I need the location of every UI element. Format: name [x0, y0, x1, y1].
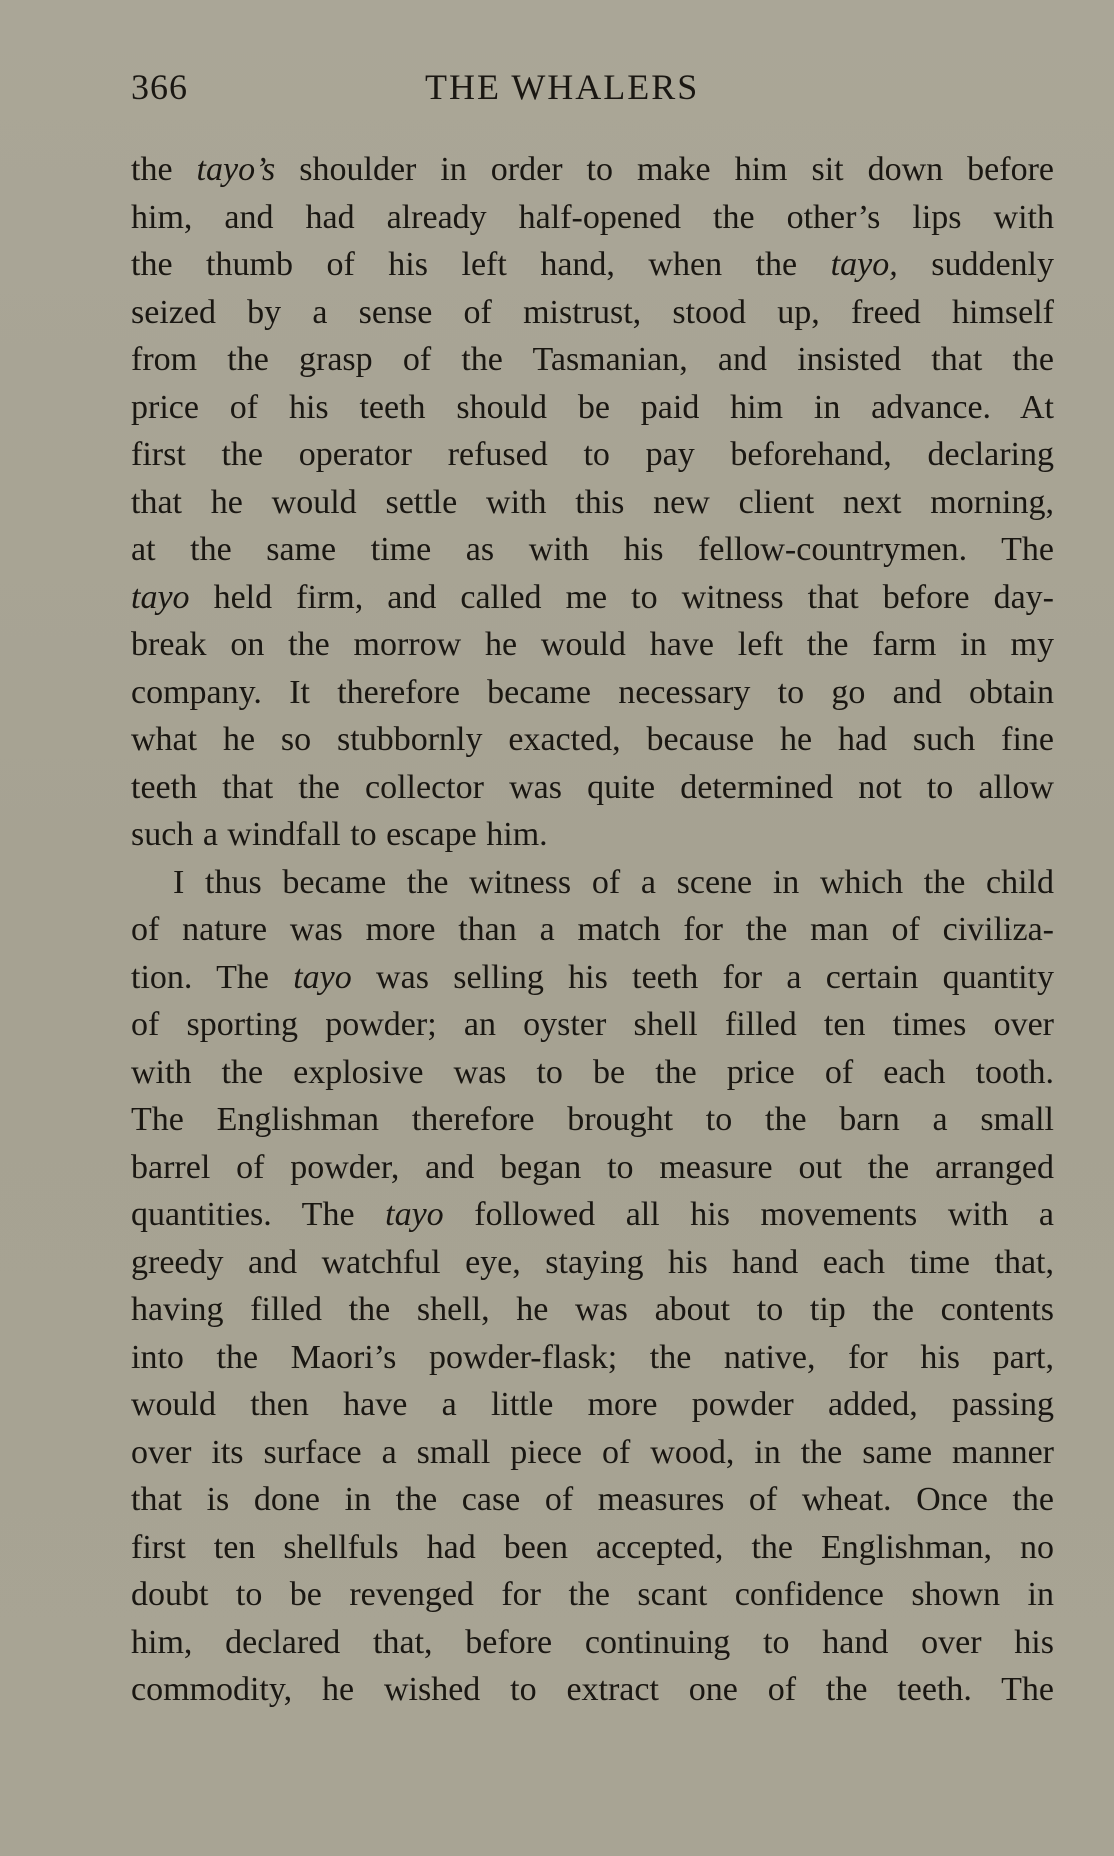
- italic-term: tayo’s: [196, 151, 276, 188]
- text-line: tion. The tayo was selling his teeth for a certain quantity: [131, 958, 1054, 996]
- text-line: over its surface a small piece of wood, in the same manner: [131, 1433, 1054, 1471]
- running-title: THE WHALERS: [425, 67, 700, 107]
- text-line: him, and had already half-opened the other’s lips with: [131, 198, 1054, 236]
- text-line: company. It therefore became necessary to go and obtain: [131, 673, 1054, 711]
- italic-term: tayo: [131, 578, 190, 616]
- text-line: what he so stubbornly exacted, because he had such fine: [131, 721, 1054, 758]
- body-text: [131, 146, 1054, 1714]
- text-line: break on the morrow he would have left the farm in my: [131, 626, 1054, 663]
- text-line: commodity, he wished to extract one of the teeth. The: [131, 1671, 1054, 1708]
- text-line: first the operator refused to pay beforehand, declaring: [131, 436, 1054, 473]
- running-head: [131, 60, 1046, 120]
- text-line: of sporting powder; an oyster shell filled ten times over: [131, 1006, 1054, 1043]
- text-line: would then have a little more powder added, passing: [131, 1386, 1054, 1423]
- text-line: tayo held firm, and called me to witness that before day-: [131, 578, 1054, 616]
- text-line: teeth that the collector was quite determined not to allow: [131, 768, 1054, 806]
- text-line: of nature was more than a match for the man of civiliza-: [131, 911, 1054, 948]
- text-line: seized by a sense of mistrust, stood up, freed himself: [131, 293, 1054, 331]
- page-number: 366: [131, 67, 188, 107]
- text-line: I thus became the witness of a scene in which the child: [173, 863, 1054, 901]
- text-line: greedy and watchful eye, staying his hand each time that,: [131, 1243, 1054, 1281]
- text-line: first ten shellfuls had been accepted, the Englishman, no: [131, 1528, 1054, 1566]
- text-line: barrel of powder, and began to measure out the arranged: [131, 1148, 1054, 1186]
- text-line: price of his teeth should be paid him in advance. At: [131, 388, 1054, 426]
- text-line: the thumb of his left hand, when the tayo, suddenly: [131, 246, 1054, 283]
- text-line: that is done in the case of measures of wheat. Once the: [131, 1481, 1054, 1518]
- text-line: quantities. The tayo followed all his movements with a: [131, 1196, 1054, 1233]
- text-line: from the grasp of the Tasmanian, and insisted that the: [131, 341, 1054, 378]
- text-line: doubt to be revenged for the scant confidence shown in: [131, 1576, 1054, 1613]
- italic-term: tayo,: [830, 246, 898, 283]
- text-line: him, declared that, before continuing to hand over his: [131, 1623, 1054, 1661]
- text-line: The Englishman therefore brought to the barn a small: [131, 1101, 1054, 1138]
- text-line: at the same time as with his fellow-countrymen. The: [131, 531, 1054, 568]
- text-line: such a windfall to escape him.: [131, 816, 548, 853]
- text-line: the tayo’s shoulder in order to make him sit down before: [131, 151, 1054, 188]
- text-line: into the Maori’s powder-flask; the native, for his part,: [131, 1338, 1054, 1376]
- text-line: that he would settle with this new client next morning,: [131, 483, 1054, 521]
- text-line: with the explosive was to be the price of each tooth.: [131, 1053, 1054, 1091]
- italic-term: tayo: [293, 958, 352, 996]
- italic-term: tayo: [385, 1196, 444, 1233]
- text-line: having filled the shell, he was about to tip the contents: [131, 1291, 1054, 1328]
